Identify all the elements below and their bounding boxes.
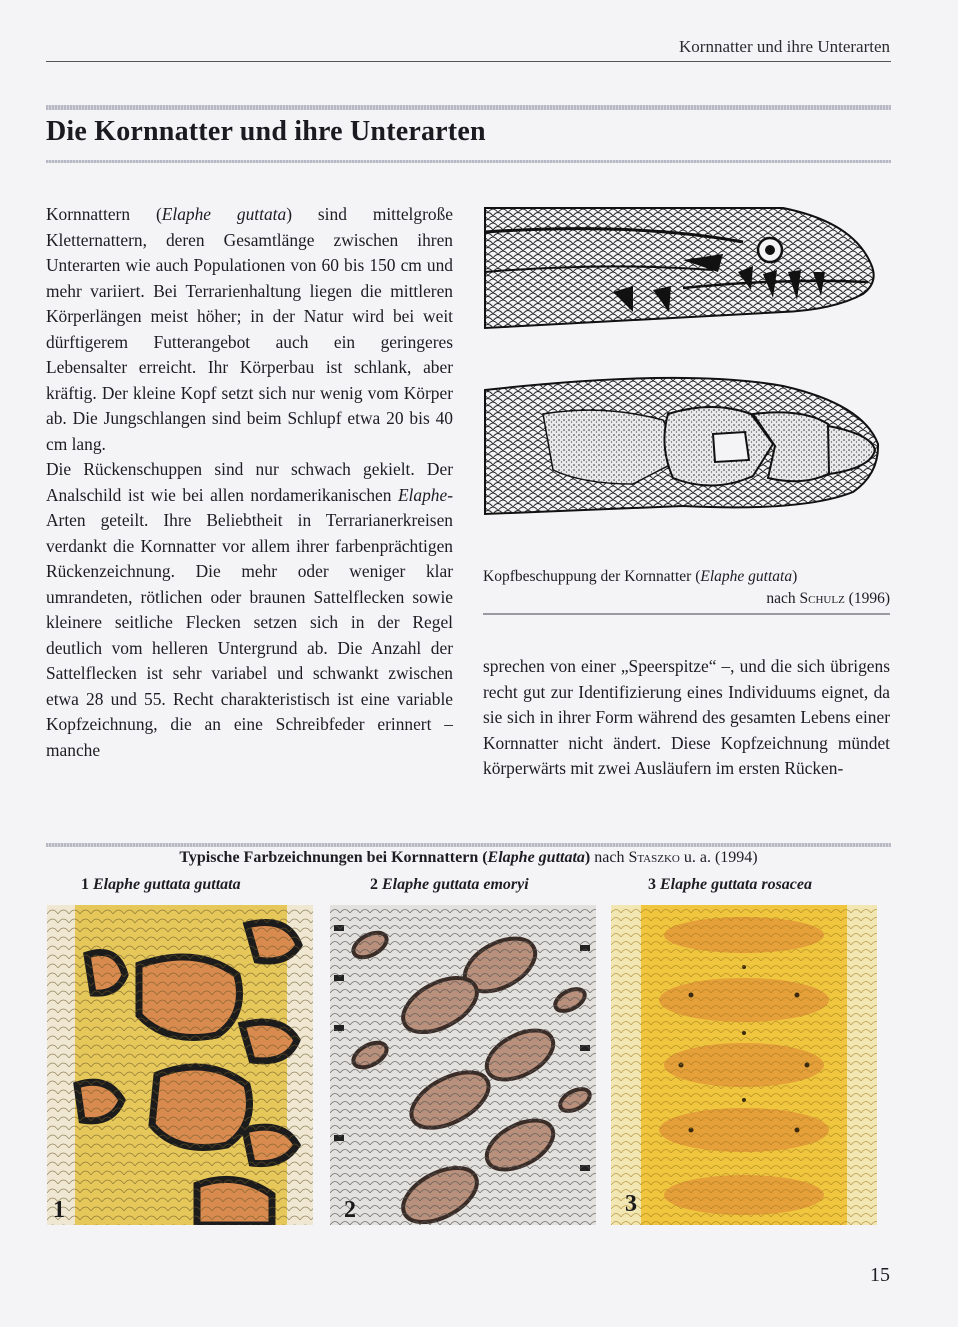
caption-rule bbox=[483, 613, 890, 615]
text-span: ) sind mittelgroße Kletternattern, deren Gesamtlänge zwischen ihren Unterarten wie auch Populationen von 60 bis 150 cm und mehr variiert. Bei Terrarienhaltung liegen die mittleren Körperlängen meist höher; in der Natur wird bei weit dürftigerem Futterangebot auch ein geringeres Lebensalter erreicht. Ihr Körperbau ist schlank, aber kräftig. Der kleine Kopf setzt sich nur wenig vom Körper ab. Die Jungschlangen sind beim Schlupf etwa 20 bis 40 cm lang. bbox=[46, 204, 453, 454]
caption-credit bbox=[483, 588, 890, 610]
left-column bbox=[46, 202, 453, 763]
plate-marker-2: 2 bbox=[344, 1197, 356, 1223]
plate-number: 1 bbox=[81, 876, 89, 893]
text-span: Kornnattern ( bbox=[46, 204, 162, 224]
plate-number: 2 bbox=[370, 876, 378, 893]
head-scalation-figure bbox=[483, 202, 890, 552]
plate-number: 3 bbox=[648, 876, 656, 893]
plate-rosacea bbox=[611, 905, 877, 1225]
text-span: Die Rückenschuppen sind nur schwach gekielt. Der Analschild ist wie bei allen nordamerikanischen bbox=[46, 459, 453, 505]
text-span: nach bbox=[766, 590, 800, 607]
paragraph-1 bbox=[46, 202, 453, 457]
plate-label-1 bbox=[81, 876, 241, 894]
text-span: nach bbox=[594, 849, 629, 866]
species-name: Elaphe guttata bbox=[161, 204, 287, 224]
caption-line-1 bbox=[483, 566, 890, 588]
genus-name: Elaphe bbox=[397, 484, 448, 505]
paragraph-3: sprechen von einer „Speerspitze“ –, und die sich übrigens recht gut zur Identifizierung eines Individuums eignet, da sie sich in ihrer Form während des gesamten Lebens einer Kornnatter nicht ändert. Diese Kopfzeichnung mündet körperwärts mit zwei Ausläufern im ersten Rücken- bbox=[483, 656, 890, 778]
paragraph-2 bbox=[46, 457, 453, 763]
page-number: 15 bbox=[870, 1264, 890, 1286]
species-name: Elaphe guttata bbox=[487, 849, 585, 866]
plate-label-2 bbox=[370, 876, 529, 894]
running-header: Kornnatter und ihre Unterarten bbox=[679, 37, 890, 56]
title-bar-bottom bbox=[46, 160, 891, 163]
plates-rule bbox=[46, 843, 891, 847]
header-rule bbox=[46, 61, 891, 62]
right-column bbox=[483, 654, 890, 782]
text-span: (1996) bbox=[844, 590, 890, 607]
author-name: Schulz bbox=[799, 590, 845, 607]
page-title: Die Kornnatter und ihre Unterarten bbox=[46, 116, 486, 147]
plate-marker-3: 3 bbox=[625, 1191, 637, 1217]
text-span: -Arten geteilt. Ihre Beliebtheit in Terrarianerkreisen verdankt die Kornnatter vor allem ihrer farbenprächtigen Rückenzeichnung. Die mehr oder weniger klar umrandeten, rötlichen oder braunen Sattelflecken sowie kleinere seitliche Flecken setzen sich in der Regel deutlich vom helleren Untergrund ab. Die Anzahl der Sattelflecken ist sehr variabel und schwankt zwischen etwa 28 und 55. Recht charakteristisch ist eine variable Kopfzeichnung, die an eine Schreibfeder erinnert – manche bbox=[46, 484, 453, 760]
plate-name: Elaphe guttata guttata bbox=[93, 876, 241, 893]
head-side-view bbox=[485, 208, 874, 328]
text-span: ) bbox=[584, 849, 595, 866]
text-span: ) bbox=[792, 568, 798, 585]
title-bar-top bbox=[46, 105, 891, 110]
plate-guttata bbox=[47, 905, 313, 1225]
plate-emoryi bbox=[330, 905, 596, 1225]
species-name: Elaphe guttata bbox=[700, 568, 793, 585]
text-span: u. a. (1994) bbox=[679, 849, 758, 866]
head-figure-caption bbox=[483, 566, 890, 610]
plate-name: Elaphe guttata rosacea bbox=[660, 876, 813, 893]
plate-marker-1: 1 bbox=[53, 1197, 65, 1223]
plate-label-3 bbox=[648, 876, 812, 894]
text-span: Kopfbeschuppung der Kornnatter ( bbox=[483, 568, 701, 585]
plate-name: Elaphe guttata emoryi bbox=[382, 876, 529, 893]
head-top-view bbox=[485, 378, 878, 514]
plates-caption bbox=[46, 849, 891, 867]
author-name: Staszko bbox=[628, 849, 680, 866]
text-span: Typische Farbzeichnungen bei Kornnattern ( bbox=[179, 849, 488, 866]
